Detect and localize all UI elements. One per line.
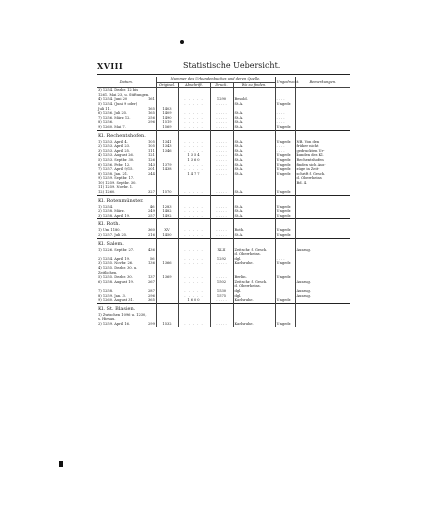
section-heading-filler — [233, 130, 275, 140]
original-cell: 1450 — [156, 233, 178, 238]
location-cell: St.A. — [233, 111, 275, 116]
druck-cell: . . . . . — [210, 298, 233, 303]
ink-speck — [180, 40, 184, 44]
datum-cell: 2) 1258. März. — [98, 209, 125, 214]
section-heading-filler — [275, 303, 295, 313]
ungedruckt-cell: Ungedr. — [275, 158, 295, 163]
druck-cell: . . . . . — [210, 167, 233, 172]
location-cell: St.A. — [233, 214, 275, 219]
location-cell: St.A. — [233, 149, 275, 154]
page-cell: 165 — [148, 111, 155, 116]
ungedruckt-cell: . . . . — [275, 111, 295, 116]
section-heading-filler — [156, 130, 178, 140]
section-heading-row — [97, 303, 350, 313]
location-cell: St.A. — [233, 233, 275, 238]
datum-cell: 11) 1259. Novbr. 1. — [98, 185, 134, 190]
section-heading: Kl. Salem. — [97, 238, 156, 248]
ungedruckt-cell: . . . . — [275, 116, 295, 121]
datum-cell: Juli 11. — [98, 106, 111, 111]
section-heading-filler — [295, 303, 350, 313]
section-heading-row — [97, 130, 350, 140]
original-cell: 1343 — [156, 144, 178, 149]
section-heading-filler — [233, 195, 275, 205]
section-heading: Kl. Roth. — [97, 219, 156, 229]
page-cell: 161 — [148, 97, 155, 102]
remarks-cell: finden sich Aus- — [295, 163, 350, 168]
datum-cell: 3) 1258. April 19. — [98, 213, 131, 218]
section-heading-filler — [295, 195, 350, 205]
original-cell: 1519 — [156, 120, 178, 125]
col-header-bemerkungen: Bemerkungen. — [295, 77, 350, 88]
ungedruckt-cell: Ungedr. — [275, 209, 295, 214]
datum-cell: 5) 1253. Septbr. 30. — [98, 157, 135, 162]
original-cell: 1403 — [156, 107, 178, 112]
datum-cell: 8) 1259. Jan. 3. — [98, 293, 126, 298]
page-cell: 287 — [148, 288, 155, 293]
druck-cell: . . . . . — [210, 261, 233, 266]
abschrift-cell: . . . . . — [178, 140, 210, 145]
original-cell: 1283 — [156, 205, 178, 210]
datum-cell: 4) 1254. Juni 20 — [98, 97, 128, 102]
ungedruckt-cell: . . . . — [275, 144, 295, 149]
druck-cell: . . . . . — [210, 140, 233, 145]
datum-cell: 5) 1254. (Juni 9 oder) — [98, 101, 138, 106]
abschrift-cell: . . . . . — [178, 322, 210, 327]
ungedruckt-cell: . . . . — [275, 257, 295, 262]
druck-cell: XLII — [210, 248, 233, 253]
page-cell: 296 — [148, 293, 155, 298]
ungedruckt-cell: Ungedr. — [275, 172, 295, 177]
druck-cell: . . . . . — [210, 111, 233, 116]
section-heading-filler — [178, 130, 210, 140]
section-heading-filler — [295, 219, 350, 229]
abschrift-cell: 1600 — [178, 298, 210, 303]
col-header-abschrift: Abschrift. — [178, 82, 210, 88]
abschrift-cell: . . . . . — [178, 275, 210, 280]
location-cell: Zeitschr. f. Gesch. — [233, 248, 275, 253]
remarks-cell: Auszug. — [295, 289, 350, 294]
page-cell: 244 — [148, 171, 155, 176]
page-cell: 249 — [148, 209, 155, 214]
original-cell: 1369 — [156, 275, 178, 280]
page-cell: 216 — [148, 233, 155, 238]
location-cell: St.A. — [233, 102, 275, 107]
original-cell: 1346 — [156, 149, 178, 154]
original-cell: 1366 — [156, 261, 178, 266]
page-cell: 296 — [148, 120, 155, 125]
page-cell: 143 — [148, 162, 155, 167]
datum-cell: 3) 1253. April 25. — [98, 148, 131, 153]
col-header-datum: Datum. — [97, 77, 156, 88]
ungedruckt-cell: Ungedr. — [275, 233, 295, 238]
location-cell: dgl. — [233, 257, 275, 262]
location-cell: St.A. — [233, 116, 275, 121]
ungedruckt-cell: . . . . — [275, 120, 295, 125]
abschrift-cell: . . . . . — [178, 209, 210, 214]
section-heading-filler — [156, 219, 178, 229]
section-heading: Kl. St. Blasien. — [97, 303, 156, 313]
druck-cell: 1292 — [210, 257, 233, 262]
druck-cell: . . . . . — [210, 275, 233, 280]
section-heading-filler — [156, 238, 178, 248]
table-row — [97, 322, 350, 327]
datum-cell: 4) 1255. Dezbr. 30. u. — [98, 266, 138, 270]
druck-cell: . . . . . — [210, 233, 233, 238]
datum-cell: 8) 1258. Jan. 21. — [98, 171, 129, 176]
header-rule — [97, 74, 350, 75]
page-cell: 257 — [148, 213, 155, 218]
abschrift-cell: . . . . . — [178, 233, 210, 238]
location-cell: St.A. — [233, 209, 275, 214]
datum-cell: 1) 1253. April 4. — [98, 139, 128, 144]
page-cell: 267 — [148, 279, 155, 284]
abschrift-cell: . . . . . — [178, 167, 210, 172]
original-cell: 1492 — [156, 214, 178, 219]
datum-cell: 1) 1254. — [98, 204, 114, 209]
datum-cell: 5) 1255. Dezbr. 30. — [98, 275, 133, 280]
datum-cell: 2) 1259. April 16. — [98, 321, 131, 326]
page-cell: 121 — [148, 153, 155, 158]
location-cell: St.A. — [233, 205, 275, 210]
remarks-cell: Auszug. — [295, 248, 350, 253]
datum-cell: 6) 1258. August 19. — [98, 279, 134, 284]
abschrift-cell: . . . . . — [178, 163, 210, 168]
section-heading-filler — [178, 195, 210, 205]
page-cell: 299 — [148, 321, 155, 326]
datum-cell: 7) 1257. April 9/15. — [98, 167, 134, 172]
section-heading-row — [97, 195, 350, 205]
page-cell: 111 — [148, 148, 155, 153]
section-heading-row — [97, 238, 350, 248]
druck-cell: 1502 — [210, 280, 233, 285]
ungedruckt-cell: Ungedr. — [275, 228, 295, 233]
page-cell: 360 — [148, 228, 155, 233]
original-cell: 1490 — [156, 116, 178, 121]
remarks-cell: Auszug. — [295, 280, 350, 285]
datum-cell: 9) 1259. Septbr. 17. — [98, 176, 135, 181]
original-cell: 1569 — [156, 125, 178, 130]
abschrift-cell: . . . . . — [178, 116, 210, 121]
original-cell: 1482 — [156, 209, 178, 214]
section-heading-filler — [178, 303, 210, 313]
datum-cell: 1261. Mai 23, u. Stiftungen. — [98, 92, 150, 97]
location-cell: St.A. — [233, 144, 275, 149]
ungedruckt-cell: Ungedr. — [275, 102, 295, 107]
page-cell: 136 — [148, 261, 155, 266]
druck-cell: . . . . . — [210, 163, 233, 168]
druck-cell: 1290 — [210, 97, 233, 102]
datum-cell: 2) 1257. Juli 25. — [98, 233, 128, 238]
section-heading-filler — [210, 195, 233, 205]
datum-cell: 3) 1255. Novbr. 26. — [98, 261, 134, 266]
page-cell: 56 — [149, 256, 155, 261]
location-cell: d. Oberrheins. — [233, 284, 275, 289]
table-body — [97, 88, 350, 327]
druck-cell: . . . . . — [210, 228, 233, 233]
druck-cell: . . . . . — [210, 120, 233, 125]
location-cell: St.A. — [233, 125, 275, 130]
druck-cell: . . . . . — [210, 116, 233, 121]
location-cell: Karlsruhe. — [233, 261, 275, 266]
location-cell: Roth. — [233, 228, 275, 233]
section-heading-row — [97, 219, 350, 229]
remarks-cell: früher nicht — [295, 144, 350, 149]
col-group-header: Nummer des Urkundenbuches und deren Quelle. — [156, 77, 275, 82]
ungedruckt-cell: . . . . — [275, 149, 295, 154]
location-cell: Karlsruhe. — [233, 298, 275, 303]
abschrift-cell: . . . . . — [178, 120, 210, 125]
section-heading-filler — [178, 219, 210, 229]
ungedruckt-cell: Ungedr. — [275, 261, 295, 266]
abschrift-cell: . . . . . — [178, 261, 210, 266]
page-cell: 165 — [148, 106, 155, 111]
remarks-cell: kunden des Kl. — [295, 153, 350, 158]
original-cell: 1379 — [156, 163, 178, 168]
col-header-ungedruckt: Ungedruckt. — [275, 77, 295, 88]
original-cell: XV — [156, 228, 178, 233]
datum-cell: 3) 1254. Dezbr. 12 bis — [98, 88, 139, 93]
remarks-cell — [295, 322, 350, 327]
abschrift-cell: . . . . . — [178, 228, 210, 233]
druck-cell: . . . . . — [210, 205, 233, 210]
location-cell: St.A. — [233, 120, 275, 125]
remarks-cell: gedruckten Ur- — [295, 149, 350, 154]
ungedruckt-cell: Ungedr. — [275, 298, 295, 303]
page-cell: 137 — [148, 275, 155, 280]
ungedruckt-cell: Ungedr. — [275, 125, 295, 130]
druck-cell: . . . . . — [210, 322, 233, 327]
location-cell: St.A. — [233, 167, 275, 172]
page-cell: 46 — [149, 204, 155, 209]
section-heading-filler — [275, 219, 295, 229]
page-cell: 105 — [148, 144, 155, 149]
abschrift-cell: . . . . . — [178, 190, 210, 195]
abschrift-cell: 1360 — [178, 158, 210, 163]
col-header-wo: Wo zu finden. — [233, 82, 275, 88]
druck-cell: . . . . . — [210, 209, 233, 214]
druck-cell: . . . . . — [210, 149, 233, 154]
datum-cell: 7) 1256. März 12. — [98, 115, 131, 120]
druck-cell: 1575 — [210, 294, 233, 299]
page-cell: 126 — [148, 157, 155, 162]
section-heading-filler — [275, 238, 295, 248]
datum-cell: 10) 1259. Septbr. 30. — [98, 180, 137, 185]
section-heading-filler — [156, 195, 178, 205]
page-cell: 327 — [148, 190, 155, 195]
ungedruckt-cell: . . . . — [275, 97, 295, 102]
ungedruckt-cell: Ungedr. — [275, 190, 295, 195]
original-cell: 1409 — [156, 111, 178, 116]
section-heading-filler — [210, 303, 233, 313]
datum-cell: 6) 1256. Febr. 12. — [98, 162, 131, 167]
datum-cell: Zeitlichen. — [98, 270, 118, 275]
abschrift-cell: . . . . . — [178, 144, 210, 149]
section-heading-filler — [156, 303, 178, 313]
original-cell: 1438 — [156, 167, 178, 172]
section-heading: Kl. Rotenmünster. — [97, 195, 156, 205]
remarks-cell: züge in Zeit- — [295, 167, 350, 172]
druck-cell: . . . . . — [210, 172, 233, 177]
abschrift-cell: . . . . . — [178, 214, 210, 219]
section-heading-filler — [275, 130, 295, 140]
abschrift-cell: 1477 — [178, 172, 210, 177]
ungedruckt-cell: Ungedr. — [275, 167, 295, 172]
remarks-cell: Bd. 4. — [295, 181, 350, 186]
abschrift-cell: . . . . . — [178, 205, 210, 210]
section-heading-filler — [210, 238, 233, 248]
abschrift-cell: . . . . . — [178, 125, 210, 130]
datum-cell: 12) 1260. — [98, 190, 116, 195]
location-cell: St.A. — [233, 158, 275, 163]
page-cell: 201 — [148, 167, 155, 172]
location-cell: Berlin. — [233, 275, 275, 280]
section-heading-filler — [233, 219, 275, 229]
statistics-table — [97, 77, 350, 327]
location-cell: Zeitschr. f. Gesch. — [233, 280, 275, 285]
section-heading-filler — [233, 303, 275, 313]
abschrift-cell: . . . . . — [178, 280, 210, 285]
remarks-cell: d. Oberrheins — [295, 176, 350, 181]
datum-cell: 2) 1254. April 19. — [98, 256, 131, 261]
abschrift-cell: . . . . . — [178, 257, 210, 262]
abschrift-cell: . . . . . — [178, 248, 210, 253]
section-heading: Kl. Rechentshofen. — [97, 130, 156, 140]
location-cell: Karlsruhe. — [233, 322, 275, 327]
remarks-cell: schrift f. Gesch. — [295, 172, 350, 177]
druck-cell: . . . . . — [210, 190, 233, 195]
section-heading-filler — [295, 238, 350, 248]
scan-mark — [59, 461, 63, 467]
druck-cell: . . . . . — [210, 153, 233, 158]
page-cell: 436 — [148, 247, 155, 252]
section-heading-filler — [210, 219, 233, 229]
section-heading-filler — [295, 130, 350, 140]
abschrift-cell: . . . . . — [178, 294, 210, 299]
abschrift-cell: . . . . . — [178, 111, 210, 116]
datum-cell: 2) 1253. April 23. — [98, 144, 131, 149]
remarks-cell: Rechentshofen — [295, 158, 350, 163]
page-cell: 105 — [148, 139, 155, 144]
page-number: XVIII — [97, 61, 124, 71]
druck-cell: 1530 — [210, 289, 233, 294]
location-cell: d. Oberrheins. — [233, 252, 275, 257]
druck-cell: . . . . . — [210, 214, 233, 219]
datum-cell: 6) 1256. Juli 25. — [98, 111, 128, 116]
original-cell: 1532 — [156, 322, 178, 327]
page-cell: 365 — [148, 298, 155, 303]
ungedruckt-cell: Ungedr. — [275, 214, 295, 219]
druck-cell: . . . . . — [210, 102, 233, 107]
section-heading-filler — [210, 130, 233, 140]
ungedruckt-cell: Ungedr. — [275, 163, 295, 168]
original-cell: 1341 — [156, 140, 178, 145]
abschrift-cell: . . . . . — [178, 149, 210, 154]
ungedruckt-cell: Ungedr. — [275, 205, 295, 210]
original-cell: 1570 — [156, 190, 178, 195]
datum-cell: 9) 1260. Mai 7. — [98, 124, 126, 129]
section-heading-filler — [178, 238, 210, 248]
datum-cell: 4) 1253. August 26. — [98, 153, 134, 158]
ungedruckt-cell: Ungedr. — [275, 322, 295, 327]
location-cell: St.A. — [233, 190, 275, 195]
abschrift-cell: . . . . . — [178, 289, 210, 294]
location-cell: St.A. — [233, 163, 275, 168]
datum-cell: s. Hirsau. — [98, 317, 116, 322]
remarks-cell: NB. Von den — [295, 140, 350, 145]
abschrift-cell: . . . . . — [178, 102, 210, 107]
datum-cell: 9) 1260. August 31. — [98, 298, 134, 303]
remarks-cell: Auszug. — [295, 294, 350, 299]
location-cell: St.A. — [233, 153, 275, 158]
datum-cell: 1) 1226. Septbr. 27. — [98, 247, 135, 252]
location-cell: dgl. — [233, 294, 275, 299]
datum-cell: 7) 1258. — [98, 288, 114, 293]
ungedruckt-cell: Ungedr. — [275, 153, 295, 158]
druck-cell: . . . . . — [210, 125, 233, 130]
datum-cell: 1) Zwischen 1096 u. 1230, — [98, 312, 147, 317]
location-cell: St.A. — [233, 140, 275, 145]
location-cell: St.A. — [233, 172, 275, 177]
abschrift-cell: 1354 — [178, 153, 210, 158]
ungedruckt-cell: Ungedr. — [275, 275, 295, 280]
abschrift-cell: . . . . . — [178, 97, 210, 102]
col-header-druck: Druck. — [210, 82, 233, 88]
datum-cell: 8) 1256. — [98, 120, 114, 125]
datum-cell: 1) Um 1180. — [98, 228, 121, 233]
col-header-original: Original. — [156, 82, 178, 88]
location-cell: dgl. — [233, 289, 275, 294]
druck-cell: . . . . . — [210, 158, 233, 163]
location-cell: Besold. — [233, 97, 275, 102]
page-cell: 256 — [148, 115, 155, 120]
ungedruckt-cell: Ungedr. — [275, 140, 295, 145]
section-heading-filler — [275, 195, 295, 205]
page-title: Statistische Uebersicht. — [183, 61, 281, 70]
druck-cell: . . . . . — [210, 144, 233, 149]
section-heading-filler — [233, 238, 275, 248]
